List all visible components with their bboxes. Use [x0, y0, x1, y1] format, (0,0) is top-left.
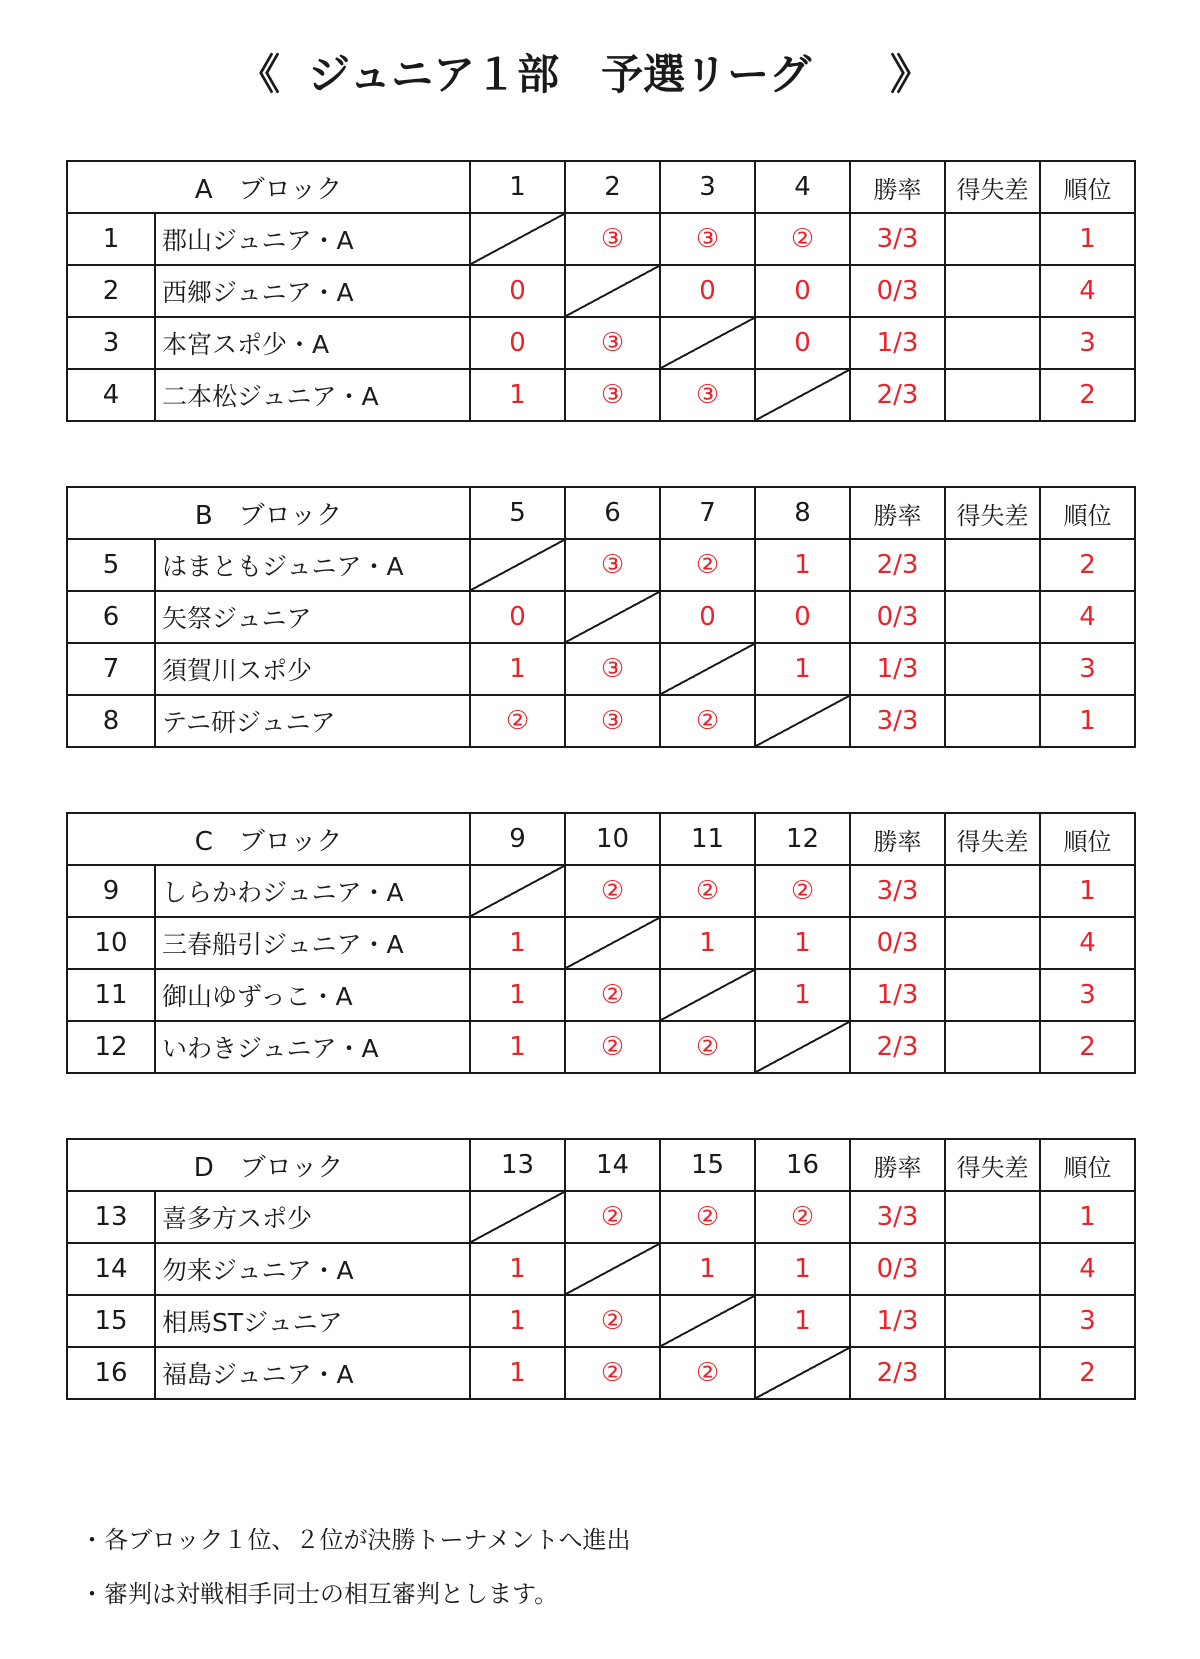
team-name: 須賀川スポ少: [155, 643, 470, 695]
win-rate-header: 勝率: [850, 813, 945, 865]
win-rate: 2/3: [850, 1347, 945, 1399]
rank: 2: [1040, 369, 1135, 421]
column-header: 10: [565, 813, 660, 865]
self-match-cell: [660, 317, 755, 369]
table-row: [67, 1295, 1135, 1347]
self-match-cell: [565, 1243, 660, 1295]
match-result: ③: [565, 695, 660, 747]
note-item: ・審判は対戦相手同士の相互審判とします。: [80, 1580, 559, 1608]
match-result: ②: [755, 865, 850, 917]
rank-header: 順位: [1040, 813, 1135, 865]
team-name: テニ研ジュニア: [155, 695, 470, 747]
rank-header: 順位: [1040, 161, 1135, 213]
match-result: ②: [565, 1347, 660, 1399]
table-row: [67, 1191, 1135, 1243]
win-rate: 3/3: [850, 865, 945, 917]
column-header: 5: [470, 487, 565, 539]
rank: 1: [1040, 1191, 1135, 1243]
match-result: 1: [470, 1347, 565, 1399]
table-row: [67, 369, 1135, 421]
title-open-bracket: 《: [238, 50, 281, 99]
match-result: 1: [470, 917, 565, 969]
match-result: ②: [565, 1191, 660, 1243]
match-result: ②: [660, 1021, 755, 1073]
block-name: A ブロック: [67, 161, 470, 213]
point-diff: [945, 695, 1040, 747]
team-name: 郡山ジュニア・A: [155, 213, 470, 265]
match-result: 1: [470, 1243, 565, 1295]
team-name: 福島ジュニア・A: [155, 1347, 470, 1399]
self-match-cell: [660, 643, 755, 695]
league-table-block: [66, 812, 1136, 1074]
column-header: 2: [565, 161, 660, 213]
table-row: [67, 1021, 1135, 1073]
block-name: D ブロック: [67, 1139, 470, 1191]
self-match-cell: [470, 539, 565, 591]
column-header: 15: [660, 1139, 755, 1191]
page-title: [0, 40, 1200, 110]
match-result: 1: [470, 1295, 565, 1347]
win-rate: 2/3: [850, 369, 945, 421]
team-name: 御山ゆずっこ・A: [155, 969, 470, 1021]
table-row: [67, 1243, 1135, 1295]
match-result: 1: [755, 643, 850, 695]
table-row: [67, 969, 1135, 1021]
match-result: 1: [755, 1243, 850, 1295]
point-diff: [945, 969, 1040, 1021]
point-diff: [945, 643, 1040, 695]
column-header: 3: [660, 161, 755, 213]
match-result: 1: [755, 917, 850, 969]
table-row: [67, 317, 1135, 369]
match-result: ②: [660, 539, 755, 591]
win-rate: 0/3: [850, 1243, 945, 1295]
column-header: 8: [755, 487, 850, 539]
match-result: ②: [565, 969, 660, 1021]
team-name: 矢祭ジュニア: [155, 591, 470, 643]
table-header-row: [67, 487, 1135, 539]
rank: 3: [1040, 1295, 1135, 1347]
match-result: ②: [660, 695, 755, 747]
match-result: 0: [755, 265, 850, 317]
title-text: ジュニア１部 予選リーグ: [308, 50, 812, 99]
point-diff-header: 得失差: [945, 813, 1040, 865]
match-result: 0: [470, 591, 565, 643]
column-header: 1: [470, 161, 565, 213]
title-close-bracket: 》: [890, 50, 933, 99]
rank: 3: [1040, 317, 1135, 369]
match-result: ③: [565, 317, 660, 369]
point-diff: [945, 1243, 1040, 1295]
point-diff: [945, 865, 1040, 917]
team-number: 15: [67, 1295, 155, 1347]
win-rate: 0/3: [850, 591, 945, 643]
column-header: 11: [660, 813, 755, 865]
table-header-row: [67, 1139, 1135, 1191]
team-number: 16: [67, 1347, 155, 1399]
point-diff: [945, 591, 1040, 643]
team-name: はまともジュニア・A: [155, 539, 470, 591]
rank-header: 順位: [1040, 1139, 1135, 1191]
match-result: 1: [755, 1295, 850, 1347]
point-diff: [945, 317, 1040, 369]
column-header: 14: [565, 1139, 660, 1191]
team-name: 二本松ジュニア・A: [155, 369, 470, 421]
team-name: 勿来ジュニア・A: [155, 1243, 470, 1295]
match-result: 0: [755, 591, 850, 643]
match-result: 0: [660, 265, 755, 317]
win-rate: 1/3: [850, 1295, 945, 1347]
self-match-cell: [565, 917, 660, 969]
win-rate-header: 勝率: [850, 161, 945, 213]
team-number: 7: [67, 643, 155, 695]
league-table-block: [66, 486, 1136, 748]
self-match-cell: [470, 1191, 565, 1243]
self-match-cell: [565, 265, 660, 317]
win-rate: 3/3: [850, 1191, 945, 1243]
match-result: ③: [565, 369, 660, 421]
point-diff: [945, 1021, 1040, 1073]
table-row: [67, 213, 1135, 265]
match-result: ③: [660, 213, 755, 265]
point-diff: [945, 213, 1040, 265]
self-match-cell: [755, 369, 850, 421]
table-row: [67, 917, 1135, 969]
team-name: 相馬STジュニア: [155, 1295, 470, 1347]
team-number: 3: [67, 317, 155, 369]
self-match-cell: [470, 865, 565, 917]
match-result: 1: [470, 643, 565, 695]
win-rate: 2/3: [850, 1021, 945, 1073]
match-result: 0: [470, 317, 565, 369]
point-diff-header: 得失差: [945, 161, 1040, 213]
match-result: 1: [660, 1243, 755, 1295]
rank-header: 順位: [1040, 487, 1135, 539]
rank: 2: [1040, 539, 1135, 591]
table-header-row: [67, 813, 1135, 865]
win-rate: 1/3: [850, 317, 945, 369]
match-result: ③: [565, 213, 660, 265]
notes: [80, 1520, 631, 1628]
win-rate: 0/3: [850, 265, 945, 317]
league-table-block: [66, 1138, 1136, 1400]
team-number: 12: [67, 1021, 155, 1073]
match-result: ②: [470, 695, 565, 747]
column-header: 9: [470, 813, 565, 865]
point-diff: [945, 1295, 1040, 1347]
self-match-cell: [565, 591, 660, 643]
rank: 4: [1040, 1243, 1135, 1295]
rank: 2: [1040, 1347, 1135, 1399]
column-header: 13: [470, 1139, 565, 1191]
match-result: 0: [470, 265, 565, 317]
self-match-cell: [755, 1347, 850, 1399]
team-number: 1: [67, 213, 155, 265]
rank: 4: [1040, 591, 1135, 643]
table-row: [67, 695, 1135, 747]
column-header: 7: [660, 487, 755, 539]
rank: 4: [1040, 917, 1135, 969]
point-diff-header: 得失差: [945, 1139, 1040, 1191]
table-row: [67, 643, 1135, 695]
point-diff: [945, 917, 1040, 969]
table-row: [67, 1347, 1135, 1399]
win-rate-header: 勝率: [850, 487, 945, 539]
column-header: 6: [565, 487, 660, 539]
team-number: 13: [67, 1191, 155, 1243]
self-match-cell: [470, 213, 565, 265]
point-diff: [945, 265, 1040, 317]
match-result: ②: [565, 865, 660, 917]
block-name: B ブロック: [67, 487, 470, 539]
team-number: 9: [67, 865, 155, 917]
table-row: [67, 265, 1135, 317]
rank: 3: [1040, 643, 1135, 695]
rank: 1: [1040, 213, 1135, 265]
team-name: 喜多方スポ少: [155, 1191, 470, 1243]
match-result: ②: [660, 865, 755, 917]
self-match-cell: [660, 1295, 755, 1347]
win-rate: 3/3: [850, 213, 945, 265]
rank: 1: [1040, 695, 1135, 747]
self-match-cell: [755, 1021, 850, 1073]
point-diff: [945, 1191, 1040, 1243]
match-result: 1: [755, 969, 850, 1021]
team-name: 本宮スポ少・A: [155, 317, 470, 369]
match-result: ②: [565, 1295, 660, 1347]
column-header: 12: [755, 813, 850, 865]
win-rate: 0/3: [850, 917, 945, 969]
match-result: 1: [470, 969, 565, 1021]
point-diff: [945, 369, 1040, 421]
rank: 4: [1040, 265, 1135, 317]
point-diff: [945, 539, 1040, 591]
note-item: ・各ブロック１位、２位が決勝トーナメントへ進出: [80, 1526, 631, 1554]
table-header-row: [67, 161, 1135, 213]
match-result: ③: [565, 643, 660, 695]
team-number: 4: [67, 369, 155, 421]
team-number: 6: [67, 591, 155, 643]
point-diff: [945, 1347, 1040, 1399]
team-number: 5: [67, 539, 155, 591]
team-number: 2: [67, 265, 155, 317]
match-result: 1: [470, 369, 565, 421]
win-rate: 1/3: [850, 969, 945, 1021]
match-result: ②: [755, 213, 850, 265]
match-result: ②: [660, 1347, 755, 1399]
match-result: ②: [565, 1021, 660, 1073]
win-rate: 2/3: [850, 539, 945, 591]
match-result: 0: [660, 591, 755, 643]
rank: 2: [1040, 1021, 1135, 1073]
team-name: しらかわジュニア・A: [155, 865, 470, 917]
table-row: [67, 591, 1135, 643]
win-rate-header: 勝率: [850, 1139, 945, 1191]
match-result: ②: [660, 1191, 755, 1243]
team-name: いわきジュニア・A: [155, 1021, 470, 1073]
team-name: 三春船引ジュニア・A: [155, 917, 470, 969]
match-result: ③: [565, 539, 660, 591]
rank: 3: [1040, 969, 1135, 1021]
win-rate: 1/3: [850, 643, 945, 695]
team-number: 10: [67, 917, 155, 969]
team-number: 11: [67, 969, 155, 1021]
table-row: [67, 539, 1135, 591]
match-result: 0: [755, 317, 850, 369]
point-diff-header: 得失差: [945, 487, 1040, 539]
match-result: 1: [660, 917, 755, 969]
team-name: 西郷ジュニア・A: [155, 265, 470, 317]
team-number: 14: [67, 1243, 155, 1295]
win-rate: 3/3: [850, 695, 945, 747]
league-table-block: [66, 160, 1136, 422]
match-result: 1: [470, 1021, 565, 1073]
team-number: 8: [67, 695, 155, 747]
self-match-cell: [660, 969, 755, 1021]
self-match-cell: [755, 695, 850, 747]
match-result: 1: [755, 539, 850, 591]
column-header: 16: [755, 1139, 850, 1191]
match-result: ③: [660, 369, 755, 421]
rank: 1: [1040, 865, 1135, 917]
column-header: 4: [755, 161, 850, 213]
match-result: ②: [755, 1191, 850, 1243]
table-row: [67, 865, 1135, 917]
block-name: C ブロック: [67, 813, 470, 865]
